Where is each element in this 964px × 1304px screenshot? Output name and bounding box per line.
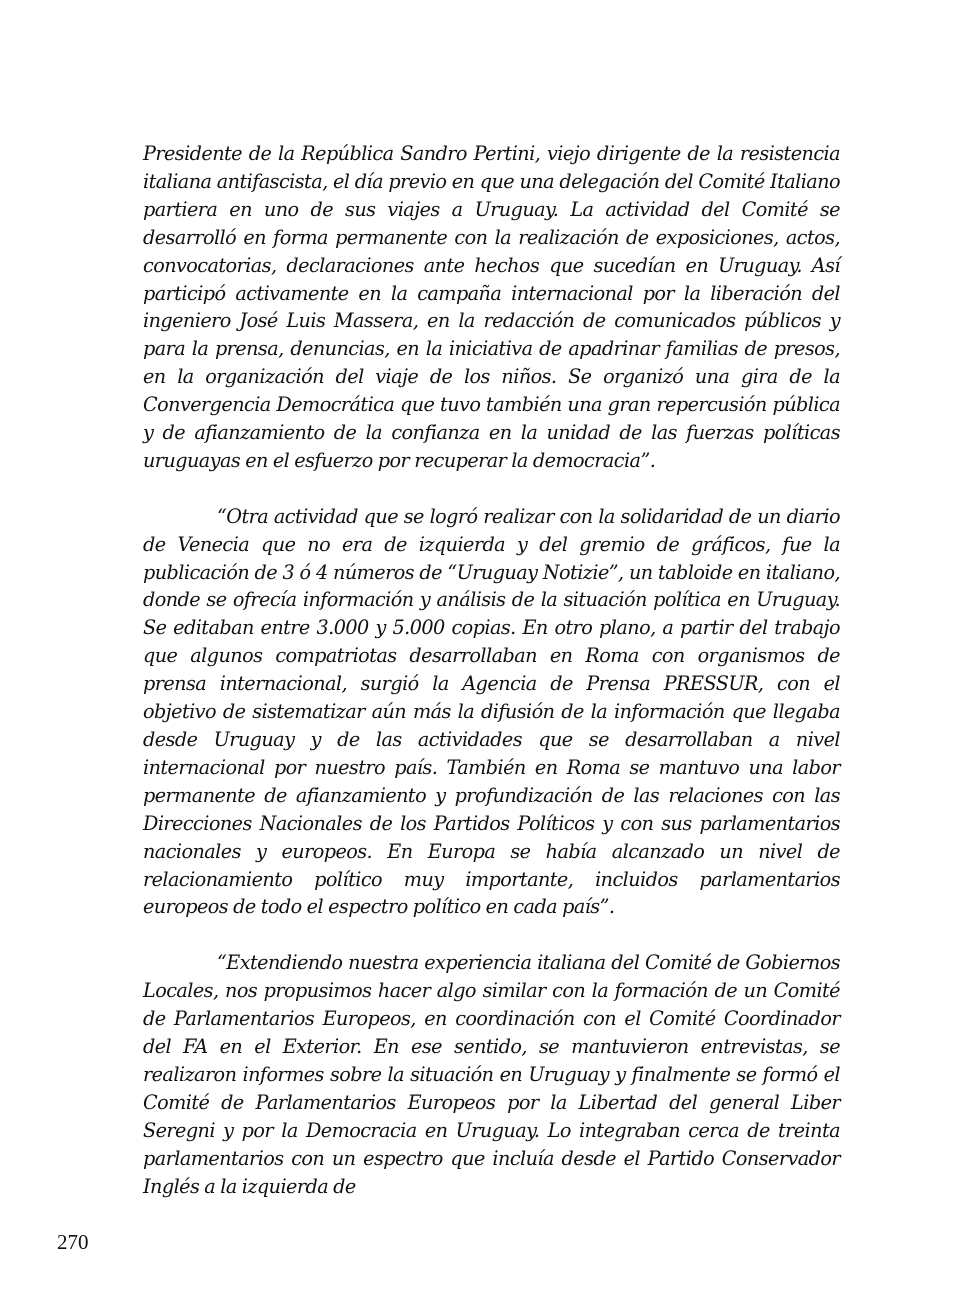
paragraph-1: Presidente de la República Sandro Pertini, viejo dirigente de la resistencia italiana antifascista, el día previo en que una delegación del Comité Italiano partiera en uno de sus viajes a Uruguay. La actividad del Comité se desarrolló en forma permanente con la realización de exposiciones, actos, convocatorias, declaraciones ante hechos que sucedían en Uruguay. Así participó activamente en la campaña internacional por la liberación del ingeniero José Luis Massera, en la redacción de comunicados públicos y para la prensa, denuncias, en la iniciativa de apadrinar familias de presos, en la organización del viaje de los niños. Se organizó una gira de la Convergencia Democrática que tuvo también una gran repercusión pública y de afianzamiento de la confianza en la unidad de las fuerzas políticas uruguayas en el esfuerzo por recuperar la democracia”. [143,142,840,472]
page-number: 270 [57,1230,89,1254]
body-text [143,140,840,1200]
paragraph-3: “Extendiendo nuestra experiencia italiana del Comité de Gobiernos Locales, nos propusimos hacer algo similar con la formación de un Comité de Parlamentarios Europeos, en coordinación con el Comité Coordinador del FA en el Exterior. En ese sentido, se mantuvieron entrevistas, se realizaron informes sobre la situación en Uruguay y finalmente se formó el Comité de Parlamentarios Europeos por la Libertad del general Liber Seregni y por la Democracia en Uruguay. Lo integraban cerca de treinta parlamentarios con un espectro que incluía desde el Partido Conservador Inglés a la izquierda de [143,951,840,1198]
paragraph-2: “Otra actividad que se logró realizar con la solidaridad de un diario de Venecia que no era de izquierda y del gremio de gráficos, fue la publicación de 3 ó 4 números de “Uruguay Notizie”, un tabloide en italiano, donde se ofrecía información y análisis de la situación política en Uruguay. Se editaban entre 3.000 y 5.000 copias. En otro plano, a partir del trabajo que algunos compatriotas desarrollaban en Roma con organismos de prensa internacional, surgió la Agencia de Prensa PRESSUR, con el objetivo de sistematizar aún más la difusión de la información que llegaba desde Uruguay y de las actividades que se desarrollaban a nivel internacional por nuestro país. También en Roma se mantuvo una labor permanente de afianzamiento y profundización de las relaciones con las Direcciones Nacionales de los Partidos Políticos y con sus parlamentarios nacionales y europeos. En Europa se había alcanzado un nivel de relacionamiento político muy importante, incluidos parlamentarios europeos de todo el espectro político en cada país”. [143,504,840,919]
